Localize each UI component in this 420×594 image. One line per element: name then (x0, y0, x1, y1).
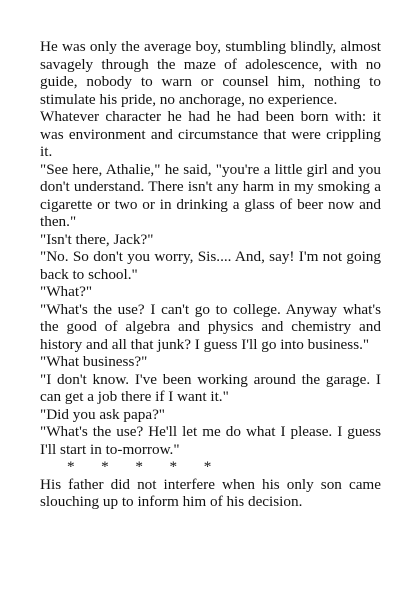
paragraph: He was only the average boy, stumbling blindly, almost savagely through the maze of adolescence, with no guide, nobody to warn or counsel him, nothing to stimulate his pride, no anchorage, no experience. (40, 38, 381, 108)
paragraph: "I don't know. I've been working around the garage. I can get a job there if I want it." (40, 370, 381, 405)
document-page (40, 38, 381, 511)
paragraph: "See here, Athalie," he said, "you're a little girl and you don't understand. There isn't any harm in my smoking a cigarette or two or in drinking a glass of beer now and then." (40, 160, 381, 230)
paragraph: "No. So don't you worry, Sis.... And, say! I'm not going back to school." (40, 248, 381, 283)
paragraph: "What business?" (40, 353, 148, 370)
paragraph: "Isn't there, Jack?" (40, 230, 154, 248)
paragraph: "What's the use? I can't go to college. Anyway what's the good of algebra and physics and chemistry and history and all that junk? I guess I'll go into business." (40, 300, 381, 353)
section-separator: * * * * * (67, 458, 212, 475)
paragraph: Whatever character he had he had been born with: it was environment and circumstance that were crippling it. (40, 108, 381, 160)
paragraph: "What?" (40, 283, 93, 300)
paragraph: "What's the use? He'll let me do what I please. I guess I'll start in to-morrow." (40, 423, 381, 458)
paragraph: His father did not interfere when his only son came slouching up to inform him of his decision. (40, 475, 381, 510)
paragraph: "Did you ask papa?" (40, 405, 166, 423)
